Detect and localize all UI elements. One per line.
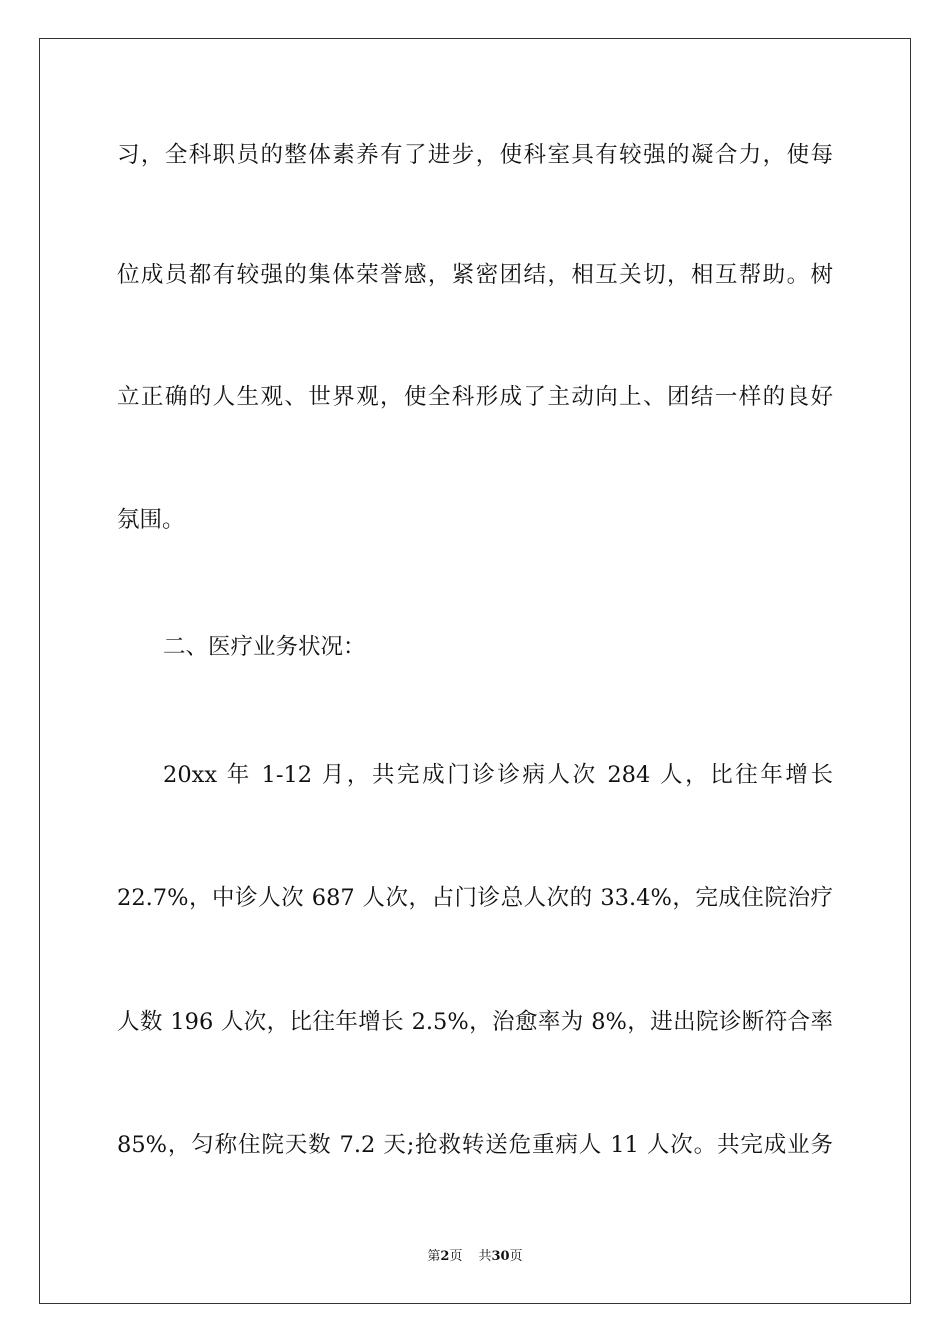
paragraph-line: 位成员都有较强的集体荣誉感，紧密团结，相互关切，相互帮助。树 xyxy=(117,262,833,288)
paragraph-line: 习，全科职员的整体素养有了进步，使科室具有较强的凝合力，使每 xyxy=(117,142,833,168)
total-pages: 30 xyxy=(491,1249,510,1264)
paragraph-line: 22.7%，中诊人次 687 人次，占门诊总人次的 33.4%，完成住院治疗 xyxy=(117,885,833,911)
paragraph-line: 人数 196 人次，比往年增长 2.5%，治愈率为 8%，进出院诊断符合率 xyxy=(117,1009,833,1035)
section-heading: 二、医疗业务状况： xyxy=(163,634,366,660)
total-suffix: 页 xyxy=(509,1249,523,1264)
page-footer xyxy=(0,1245,950,1264)
paragraph-line: 氛围。 xyxy=(117,507,185,533)
total-prefix: 共 xyxy=(478,1249,492,1264)
paragraph-line: 20xx 年 1-12 月，共完成门诊诊病人次 284 人，比往年增长 xyxy=(163,762,833,788)
paragraph-line: 85%，匀称住院天数 7.2 天;抢救转送危重病人 11 人次。共完成业务 xyxy=(117,1132,833,1158)
page-number: 2 xyxy=(440,1249,450,1264)
paragraph-line: 立正确的人生观、世界观，使全科形成了主动向上、团结一样的良好 xyxy=(117,384,833,410)
page-suffix: 页 xyxy=(449,1249,463,1264)
page-prefix: 第 xyxy=(427,1249,441,1264)
page-border xyxy=(39,38,911,1304)
